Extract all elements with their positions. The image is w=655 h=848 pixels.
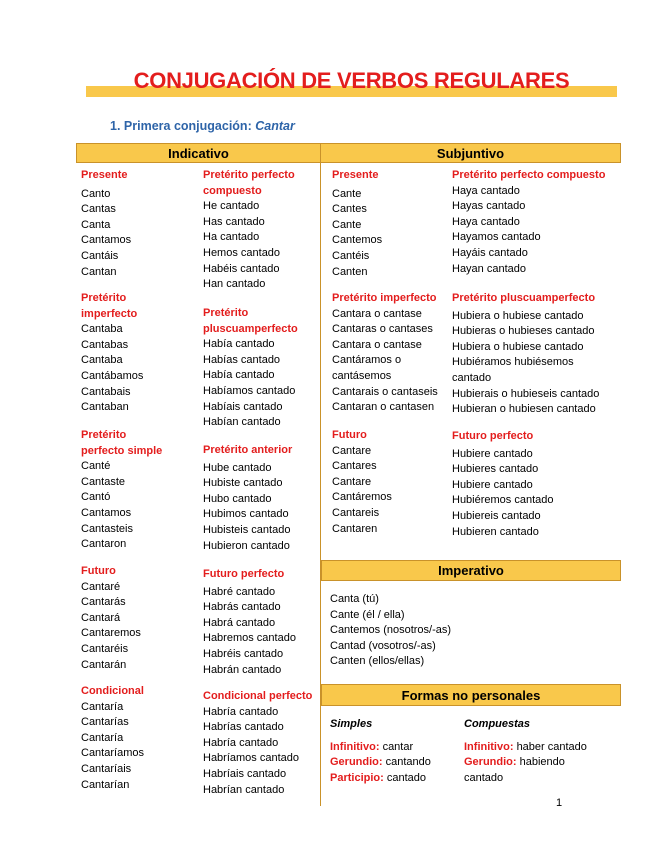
tense-title: Condicional	[81, 685, 144, 697]
verb-form: Cantaras o cantases	[332, 323, 433, 336]
verb-form: Hubierais o hubieseis cantado	[452, 387, 600, 400]
verb-form: Hubieras o hubieses cantado	[452, 325, 595, 338]
verb-form: cantado	[452, 371, 492, 384]
verb-form: Habían cantado	[203, 416, 281, 429]
form-label: Infinitivo:	[330, 740, 380, 753]
verb-form: Habríais cantado	[203, 767, 287, 780]
verb-form: Cantares	[332, 460, 377, 473]
verb-form: Habías cantado	[203, 353, 281, 366]
ind-anterior	[203, 443, 292, 554]
formas-compuestas	[464, 717, 587, 786]
verb-form: Cantaremos	[81, 627, 141, 640]
verb-form: Había cantado	[203, 338, 275, 351]
verb-form: Hubiere cantado	[452, 478, 533, 491]
verb-form: Habrás cantado	[203, 601, 281, 614]
verb-form: Cantará	[81, 611, 121, 624]
verb-form: Cantas	[81, 203, 116, 216]
verb-form: Habrías cantado	[203, 721, 284, 734]
verb-form: Cantad (vosotros/-as)	[330, 639, 436, 652]
sub-futuro	[332, 428, 392, 537]
formas-header: Formas no personales	[321, 684, 621, 706]
verb-form: Hubiera o hubiese cantado	[452, 309, 584, 322]
verb-form: Hubiereis cantado	[452, 509, 541, 522]
verb-form: Hubieres cantado	[452, 463, 539, 476]
verb-form: Cantamos	[81, 234, 132, 247]
verb-form: Cantare	[332, 475, 372, 488]
verb-form: Canten	[332, 265, 368, 278]
verb-form: Hubo cantado	[203, 492, 272, 505]
verb-form: Cantaron	[81, 538, 127, 551]
verb-form: Cantemos	[332, 234, 383, 247]
verb-form: Hubieron cantado	[203, 539, 290, 552]
tense-title: pluscuamperfecto	[203, 322, 298, 335]
verb-form: Habrá cantado	[203, 616, 276, 629]
ind-imperfecto	[81, 291, 143, 416]
tense-title: imperfecto	[81, 307, 138, 320]
verb-form: Habría cantado	[203, 736, 279, 749]
verb-form: Cantasteis	[81, 522, 133, 535]
ind-perfecto-simple	[81, 428, 162, 553]
verb-form: Cantan	[81, 265, 117, 278]
verb-form: Cantaren	[332, 522, 378, 535]
verb-form: Cantaran o cantasen	[332, 401, 435, 414]
indicativo-header: Indicativo	[76, 143, 321, 163]
form-label: Gerundio:	[330, 756, 383, 769]
ind-perfecto-compuesto	[203, 168, 295, 293]
verb-form: Canto	[81, 187, 111, 200]
tense-title: Futuro perfecto	[452, 430, 534, 442]
verb-form: Hubiera o hubiese cantado	[452, 340, 584, 353]
verb-form: Cantaba	[81, 323, 123, 336]
form-value: cantar	[382, 740, 414, 753]
verb-form: Cantara o cantase	[332, 307, 422, 320]
verb-form: Han cantado	[203, 278, 266, 291]
verb-form: Haya cantado	[452, 215, 520, 228]
verb-form: Cantaría	[81, 731, 124, 744]
verb-form: Cantaba	[81, 354, 123, 367]
verb-form: Canten (ellos/ellas)	[330, 655, 425, 668]
verb-form: Cantarán	[81, 658, 127, 671]
tense-title: compuesto	[203, 184, 262, 197]
verb-form: Cantáis	[81, 249, 119, 262]
verb-form: Cantáramos o	[332, 354, 402, 367]
verb-form: Haya cantado	[452, 184, 520, 197]
verb-form: Hubisteis cantado	[203, 523, 291, 536]
form-row	[330, 771, 431, 787]
verb-form: Hubieran o hubiesen cantado	[452, 403, 596, 416]
verb-form: Cantaría	[81, 700, 124, 713]
verb-form: Habremos cantado	[203, 632, 296, 645]
page-title: CONJUGACIÓN DE VERBOS REGULARES	[133, 68, 570, 93]
tense-title: Presente	[332, 169, 379, 181]
ind-futuro	[81, 564, 141, 673]
form-row	[464, 771, 587, 787]
verb-form: Cantes	[332, 203, 367, 216]
verb-form: Habéis cantado	[203, 262, 280, 275]
verb-form: Cantaríamos	[81, 747, 144, 760]
verb-form: Hayamos cantado	[452, 231, 541, 244]
form-value: habiendo	[519, 756, 565, 769]
ind-presente	[81, 168, 131, 280]
sub-presente	[332, 168, 382, 280]
formas-subtitle: Simples	[330, 718, 373, 730]
verb-form: Habrán cantado	[203, 663, 282, 676]
verb-form: Canta	[81, 218, 111, 231]
verb-form: Cantabais	[81, 385, 131, 398]
ind-condicional-perfecto	[203, 689, 312, 798]
verb-form: Cantaríais	[81, 762, 132, 775]
verb-form: Has cantado	[203, 215, 265, 228]
form-value: cantado	[386, 771, 427, 784]
verb-form: cantásemos	[332, 369, 392, 382]
tense-title: Pretérito perfecto compuesto	[452, 169, 606, 181]
verb-form: Cante	[332, 187, 362, 200]
verb-form: Cantara o cantase	[332, 338, 422, 351]
tense-title: Futuro	[81, 565, 116, 577]
tense-title: Pretérito	[81, 292, 127, 304]
verb-form: Hubieren cantado	[452, 525, 539, 538]
verb-form: Cantó	[81, 491, 111, 504]
verb-form: Cantarías	[81, 716, 129, 729]
verb-form: He cantado	[203, 200, 260, 213]
sub-imperfecto	[332, 291, 438, 416]
tense-title: Pretérito	[203, 307, 249, 319]
tense-title: Futuro	[332, 429, 367, 441]
verb-form: Cantaste	[81, 475, 126, 488]
form-row	[464, 740, 587, 756]
verb-form: Cantareis	[332, 506, 380, 519]
verb-form: Ha cantado	[203, 231, 260, 244]
verb-form: Cantarais o cantaseis	[332, 385, 438, 398]
form-value: cantado	[464, 771, 504, 784]
form-row	[464, 755, 587, 771]
verb-form: Cantaréis	[81, 642, 129, 655]
verb-form: Habíais cantado	[203, 400, 283, 413]
sub-perfecto-compuesto	[452, 168, 605, 277]
verb-form: Habré cantado	[203, 585, 276, 598]
verb-form: Hube cantado	[203, 461, 272, 474]
verb-form: Cantéis	[332, 249, 370, 262]
sub-pluscuamperfecto	[452, 291, 599, 418]
tense-title: Pretérito	[81, 429, 127, 441]
tense-title: Futuro perfecto	[203, 568, 285, 580]
verb-form: Había cantado	[203, 369, 275, 382]
verb-form: Hubimos cantado	[203, 508, 289, 521]
verb-form: Cante	[332, 218, 362, 231]
tense-title: Condicional perfecto	[203, 690, 313, 702]
tense-title: Presente	[81, 169, 128, 181]
verb-form: Hayan cantado	[452, 262, 526, 275]
tense-title: perfecto simple	[81, 444, 163, 457]
verb-form: Canté	[81, 460, 111, 473]
verb-form: Canta (tú)	[330, 593, 379, 605]
formas-subtitle: Compuestas	[464, 718, 531, 730]
verb-form: Cantamos	[81, 506, 132, 519]
form-label: Gerundio:	[464, 756, 517, 769]
verb-form: Habría cantado	[203, 705, 279, 718]
sub-futuro-perfecto	[452, 429, 554, 540]
formas-simples	[330, 717, 431, 786]
verb-form: Cantare	[332, 444, 372, 457]
verb-form: Cante (él / ella)	[330, 608, 405, 621]
form-label: Participio:	[330, 771, 384, 784]
subtitle-number: 1.	[110, 119, 121, 133]
verb-form: Cantáremos	[332, 491, 392, 504]
verb-form: Cantarían	[81, 778, 130, 791]
verb-form: Cantabas	[81, 338, 129, 351]
ind-pluscuamperfecto	[203, 306, 298, 431]
verb-form: Cantábamos	[81, 369, 144, 382]
verb-form: Hayas cantado	[452, 200, 526, 213]
subtitle-verb: Cantar	[255, 119, 295, 133]
verb-form: Cantaban	[81, 401, 129, 414]
verb-form: Habíamos cantado	[203, 384, 296, 397]
form-row	[330, 740, 431, 756]
verb-form: Hubiéramos hubiésemos	[452, 356, 574, 369]
tense-title: Pretérito anterior	[203, 444, 293, 456]
verb-form: Hayáis cantado	[452, 246, 528, 259]
form-label: Infinitivo:	[464, 740, 514, 753]
verb-form: Hubiéremos cantado	[452, 494, 554, 507]
imperativo-header: Imperativo	[321, 560, 621, 581]
form-row	[330, 755, 431, 771]
verb-form: Hemos cantado	[203, 246, 281, 259]
verb-form: Cantemos (nosotros/-as)	[330, 624, 452, 637]
tense-title: Pretérito pluscuamperfecto	[452, 292, 596, 304]
verb-form: Habríamos cantado	[203, 752, 299, 765]
tense-title: Pretérito imperfecto	[332, 292, 437, 304]
verb-form: Habréis cantado	[203, 647, 284, 660]
subtitle-text: Primera conjugación:	[123, 119, 252, 133]
verb-form: Cantarás	[81, 596, 126, 609]
imperativo-list	[330, 592, 451, 670]
page-number: 1	[556, 797, 563, 809]
form-value: cantando	[385, 756, 431, 769]
verb-form: Cantaré	[81, 580, 121, 593]
ind-futuro-perfecto	[203, 567, 296, 678]
subjuntivo-header: Subjuntivo	[320, 143, 621, 163]
verb-form: Hubiere cantado	[452, 447, 533, 460]
ind-condicional	[81, 684, 144, 793]
column-divider	[320, 143, 321, 806]
verb-form: Hubiste cantado	[203, 477, 283, 490]
verb-form: Habrían cantado	[203, 783, 285, 796]
form-value: haber cantado	[516, 740, 587, 753]
tense-title: Pretérito perfecto	[203, 169, 295, 181]
section-subtitle	[110, 119, 295, 133]
